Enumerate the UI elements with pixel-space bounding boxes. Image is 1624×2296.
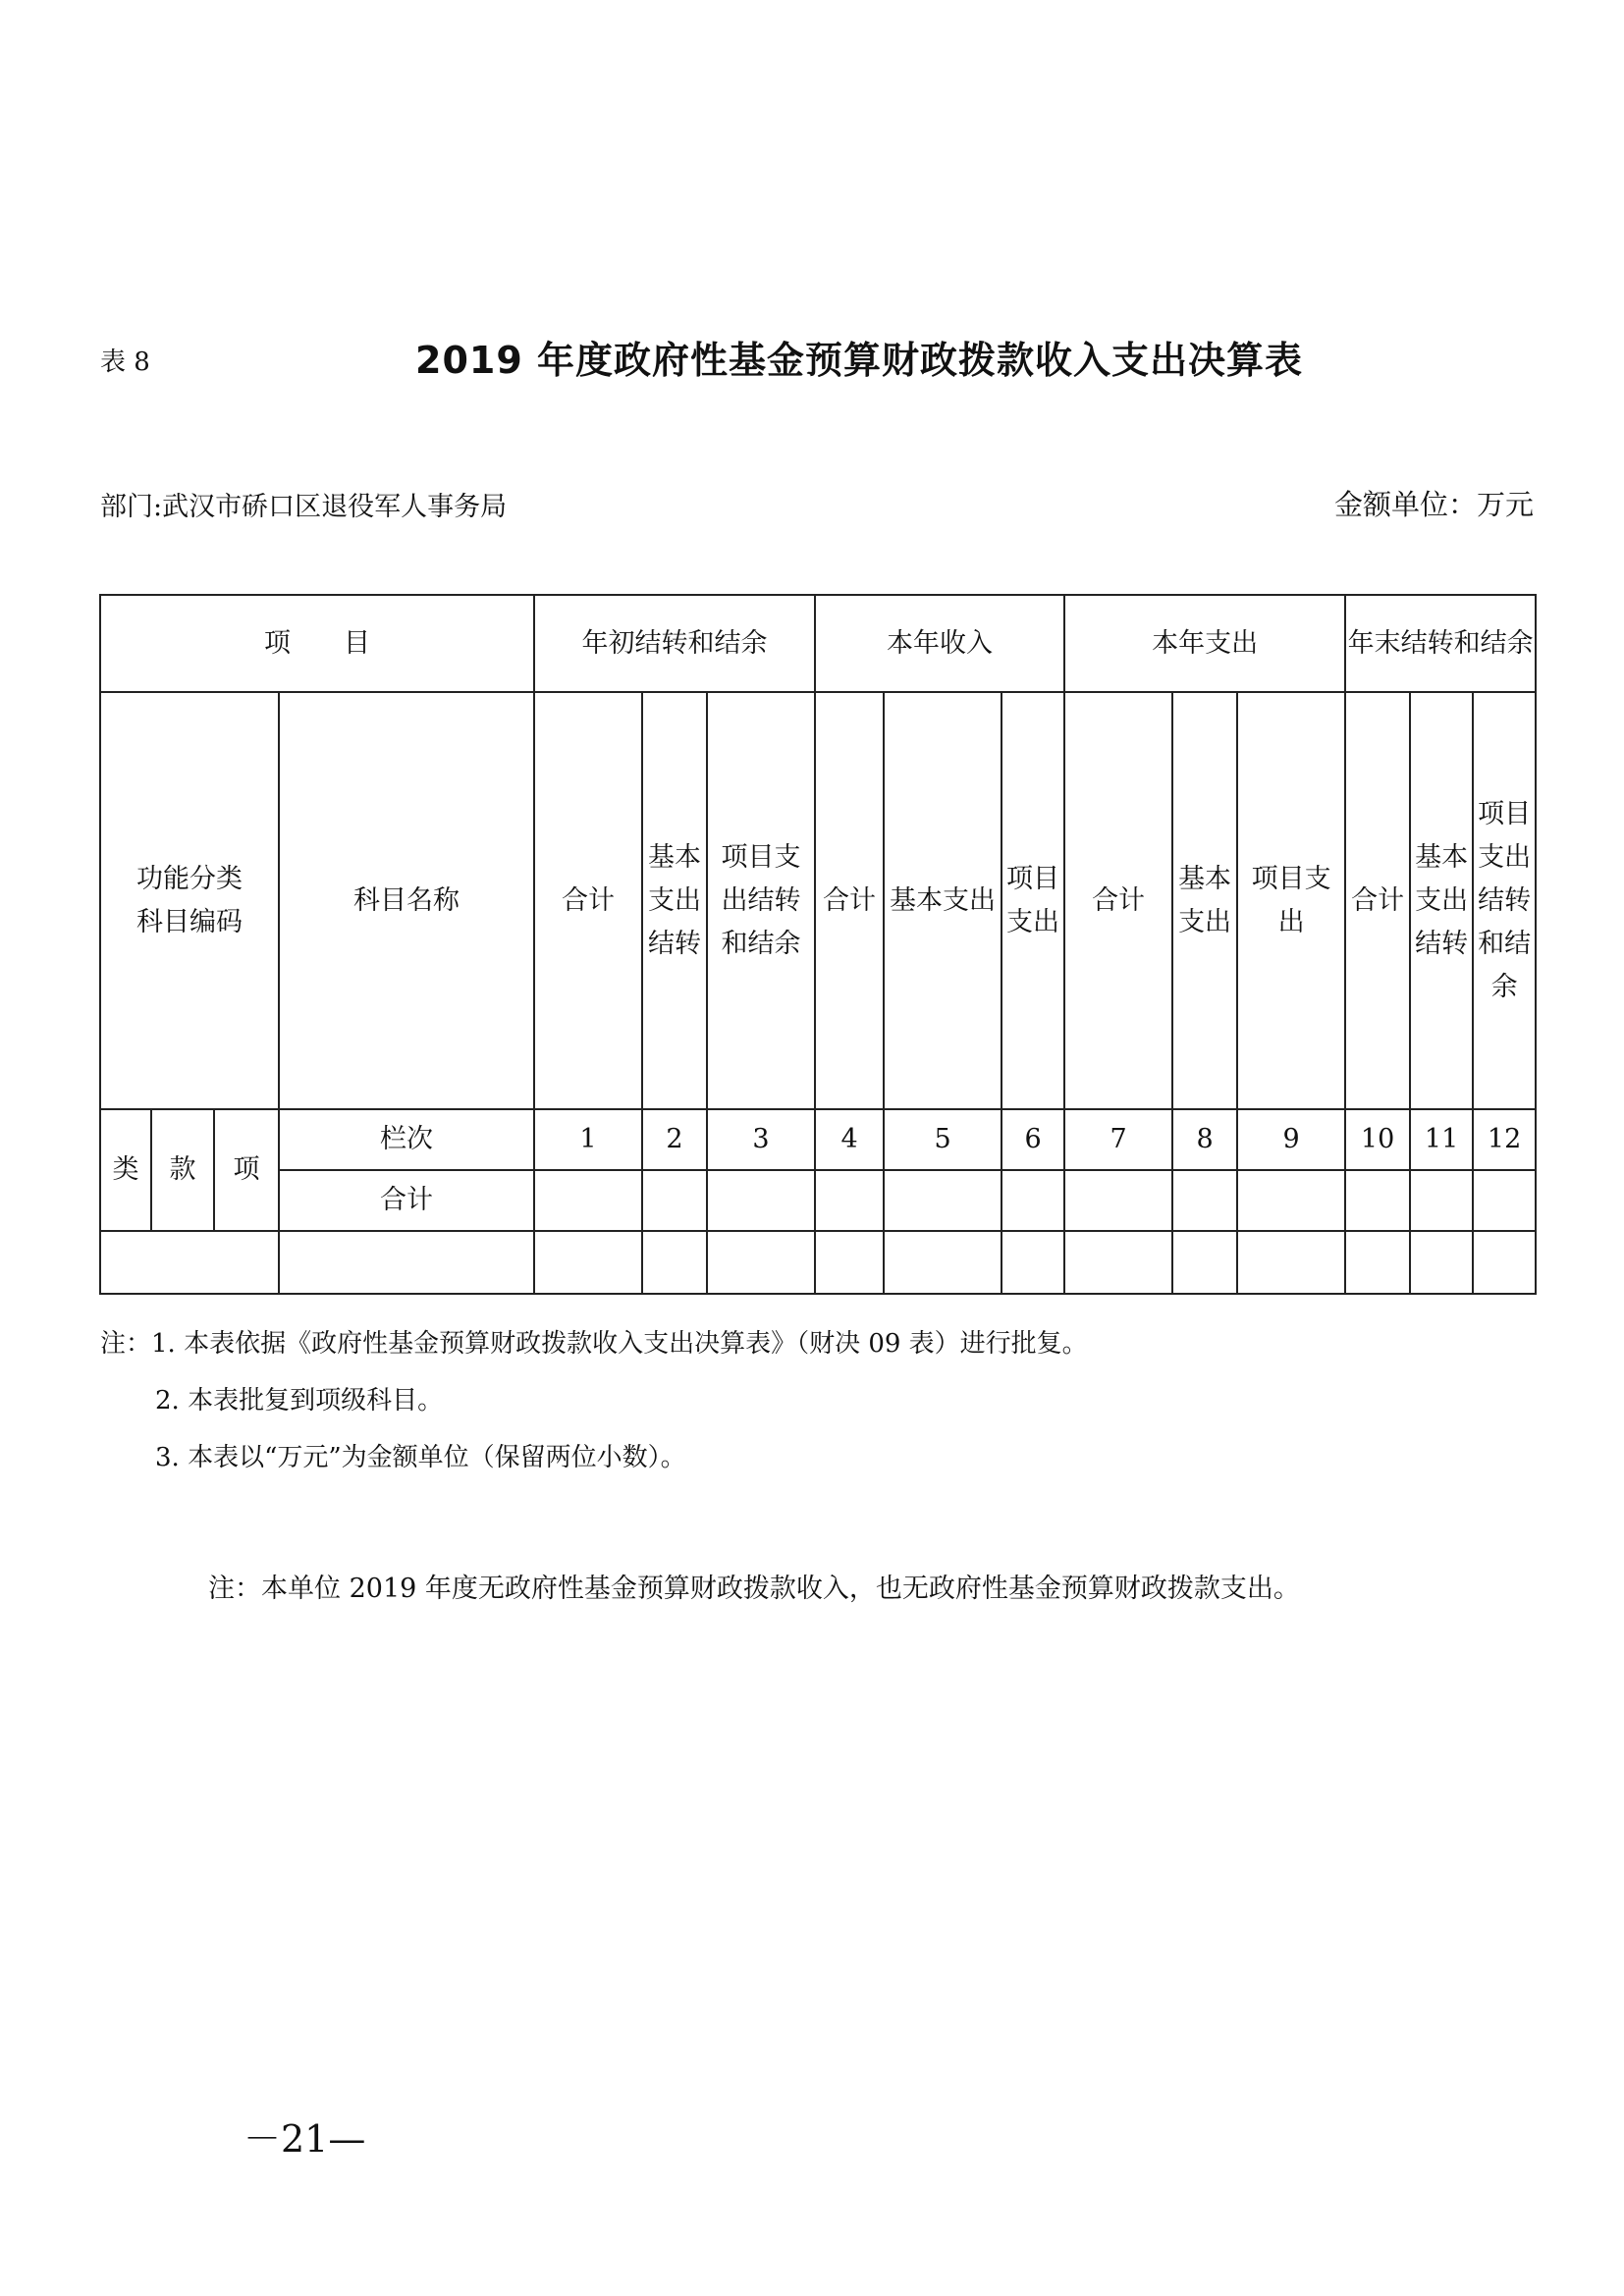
note-1: 注：1. 本表依据《政府性基金预算财政拨款收入支出决算表》（财决 09 表）进行批复。 [100, 1329, 1088, 1359]
header-function-code: 功能分类科目编码 [100, 692, 279, 1109]
column-number: 5 [884, 1109, 1001, 1170]
header-col-5: 基本支出 [884, 692, 1001, 1109]
column-number-label: 栏次 [279, 1109, 534, 1170]
note-2: 2. 本表批复到项级科目。 [155, 1386, 444, 1415]
column-number: 1 [534, 1109, 642, 1170]
header-col-2: 基本支出结转 [642, 692, 707, 1109]
column-number: 6 [1001, 1109, 1064, 1170]
header-row-groups [100, 595, 1536, 692]
table-cell [1410, 1170, 1473, 1231]
table-cell [707, 1170, 815, 1231]
header-col-9: 项目支出 [1237, 692, 1345, 1109]
table-cell [1237, 1170, 1345, 1231]
header-ending-balance: 年末结转和结余 [1345, 595, 1536, 692]
page-title: 2019 年度政府性基金预算财政拨款收入支出决算表 [415, 339, 1303, 382]
table-cell [1064, 1231, 1172, 1294]
column-number: 12 [1473, 1109, 1536, 1170]
table-cell [100, 1231, 279, 1294]
table-cell [642, 1170, 707, 1231]
total-row [100, 1170, 1536, 1231]
header-kuan: 款 [151, 1109, 214, 1231]
column-number: 8 [1172, 1109, 1237, 1170]
table-cell [1345, 1170, 1410, 1231]
table-cell [1473, 1170, 1536, 1231]
page-number: －21— [244, 2117, 366, 2161]
header-col-8: 基本支出 [1172, 692, 1237, 1109]
empty-row [100, 1231, 1536, 1294]
table-cell [642, 1231, 707, 1294]
table-cell [884, 1170, 1001, 1231]
header-col-4: 合计 [815, 692, 884, 1109]
header-col-1: 合计 [534, 692, 642, 1109]
table-label: 表 8 [100, 347, 150, 377]
column-number: 10 [1345, 1109, 1410, 1170]
header-col-10: 合计 [1345, 692, 1410, 1109]
header-col-7: 合计 [1064, 692, 1172, 1109]
table-cell [707, 1231, 815, 1294]
table-cell [1001, 1170, 1064, 1231]
column-number: 2 [642, 1109, 707, 1170]
table-cell [1064, 1170, 1172, 1231]
table-cell [534, 1170, 642, 1231]
table-cell [1345, 1231, 1410, 1294]
remark-text: 注：本单位 2019 年度无政府性基金预算财政拨款收入，也无政府性基金预算财政拨款支出。 [208, 1574, 1300, 1604]
table-cell [534, 1231, 642, 1294]
header-row-columns [100, 692, 1536, 1109]
table-cell [884, 1231, 1001, 1294]
department-label: 部门:武汉市硚口区退役军人事务局 [100, 492, 508, 522]
header-current-income: 本年收入 [815, 595, 1064, 692]
header-col-6: 项目支出 [1001, 692, 1064, 1109]
table-cell [815, 1170, 884, 1231]
column-number-row [100, 1109, 1536, 1170]
column-number: 11 [1410, 1109, 1473, 1170]
table-cell [1473, 1231, 1536, 1294]
budget-table [99, 594, 1537, 1295]
table-cell [1172, 1231, 1237, 1294]
table-cell [1001, 1231, 1064, 1294]
table-cell [279, 1231, 534, 1294]
table-cell [815, 1231, 884, 1294]
notes-block [100, 1315, 1088, 1486]
header-subject-name: 科目名称 [279, 692, 534, 1109]
total-label: 合计 [279, 1170, 534, 1231]
amount-unit-label: 金额单位：万元 [1333, 488, 1534, 521]
header-current-expense: 本年支出 [1064, 595, 1345, 692]
header-beginning-balance: 年初结转和结余 [534, 595, 815, 692]
note-3: 3. 本表以“万元”为金额单位（保留两位小数）。 [155, 1443, 686, 1472]
column-number: 9 [1237, 1109, 1345, 1170]
column-number: 4 [815, 1109, 884, 1170]
header-col-11: 基本支出结转 [1410, 692, 1473, 1109]
table-cell [1172, 1170, 1237, 1231]
header-col-3: 项目支出结转和结余 [707, 692, 815, 1109]
header-col-12: 项目支出结转和结余 [1473, 692, 1536, 1109]
column-number: 3 [707, 1109, 815, 1170]
header-lei: 类 [100, 1109, 151, 1231]
table-cell [1237, 1231, 1345, 1294]
table-cell [1410, 1231, 1473, 1294]
column-number: 7 [1064, 1109, 1172, 1170]
header-xiang: 项 [214, 1109, 279, 1231]
header-project: 项 目 [100, 595, 534, 692]
